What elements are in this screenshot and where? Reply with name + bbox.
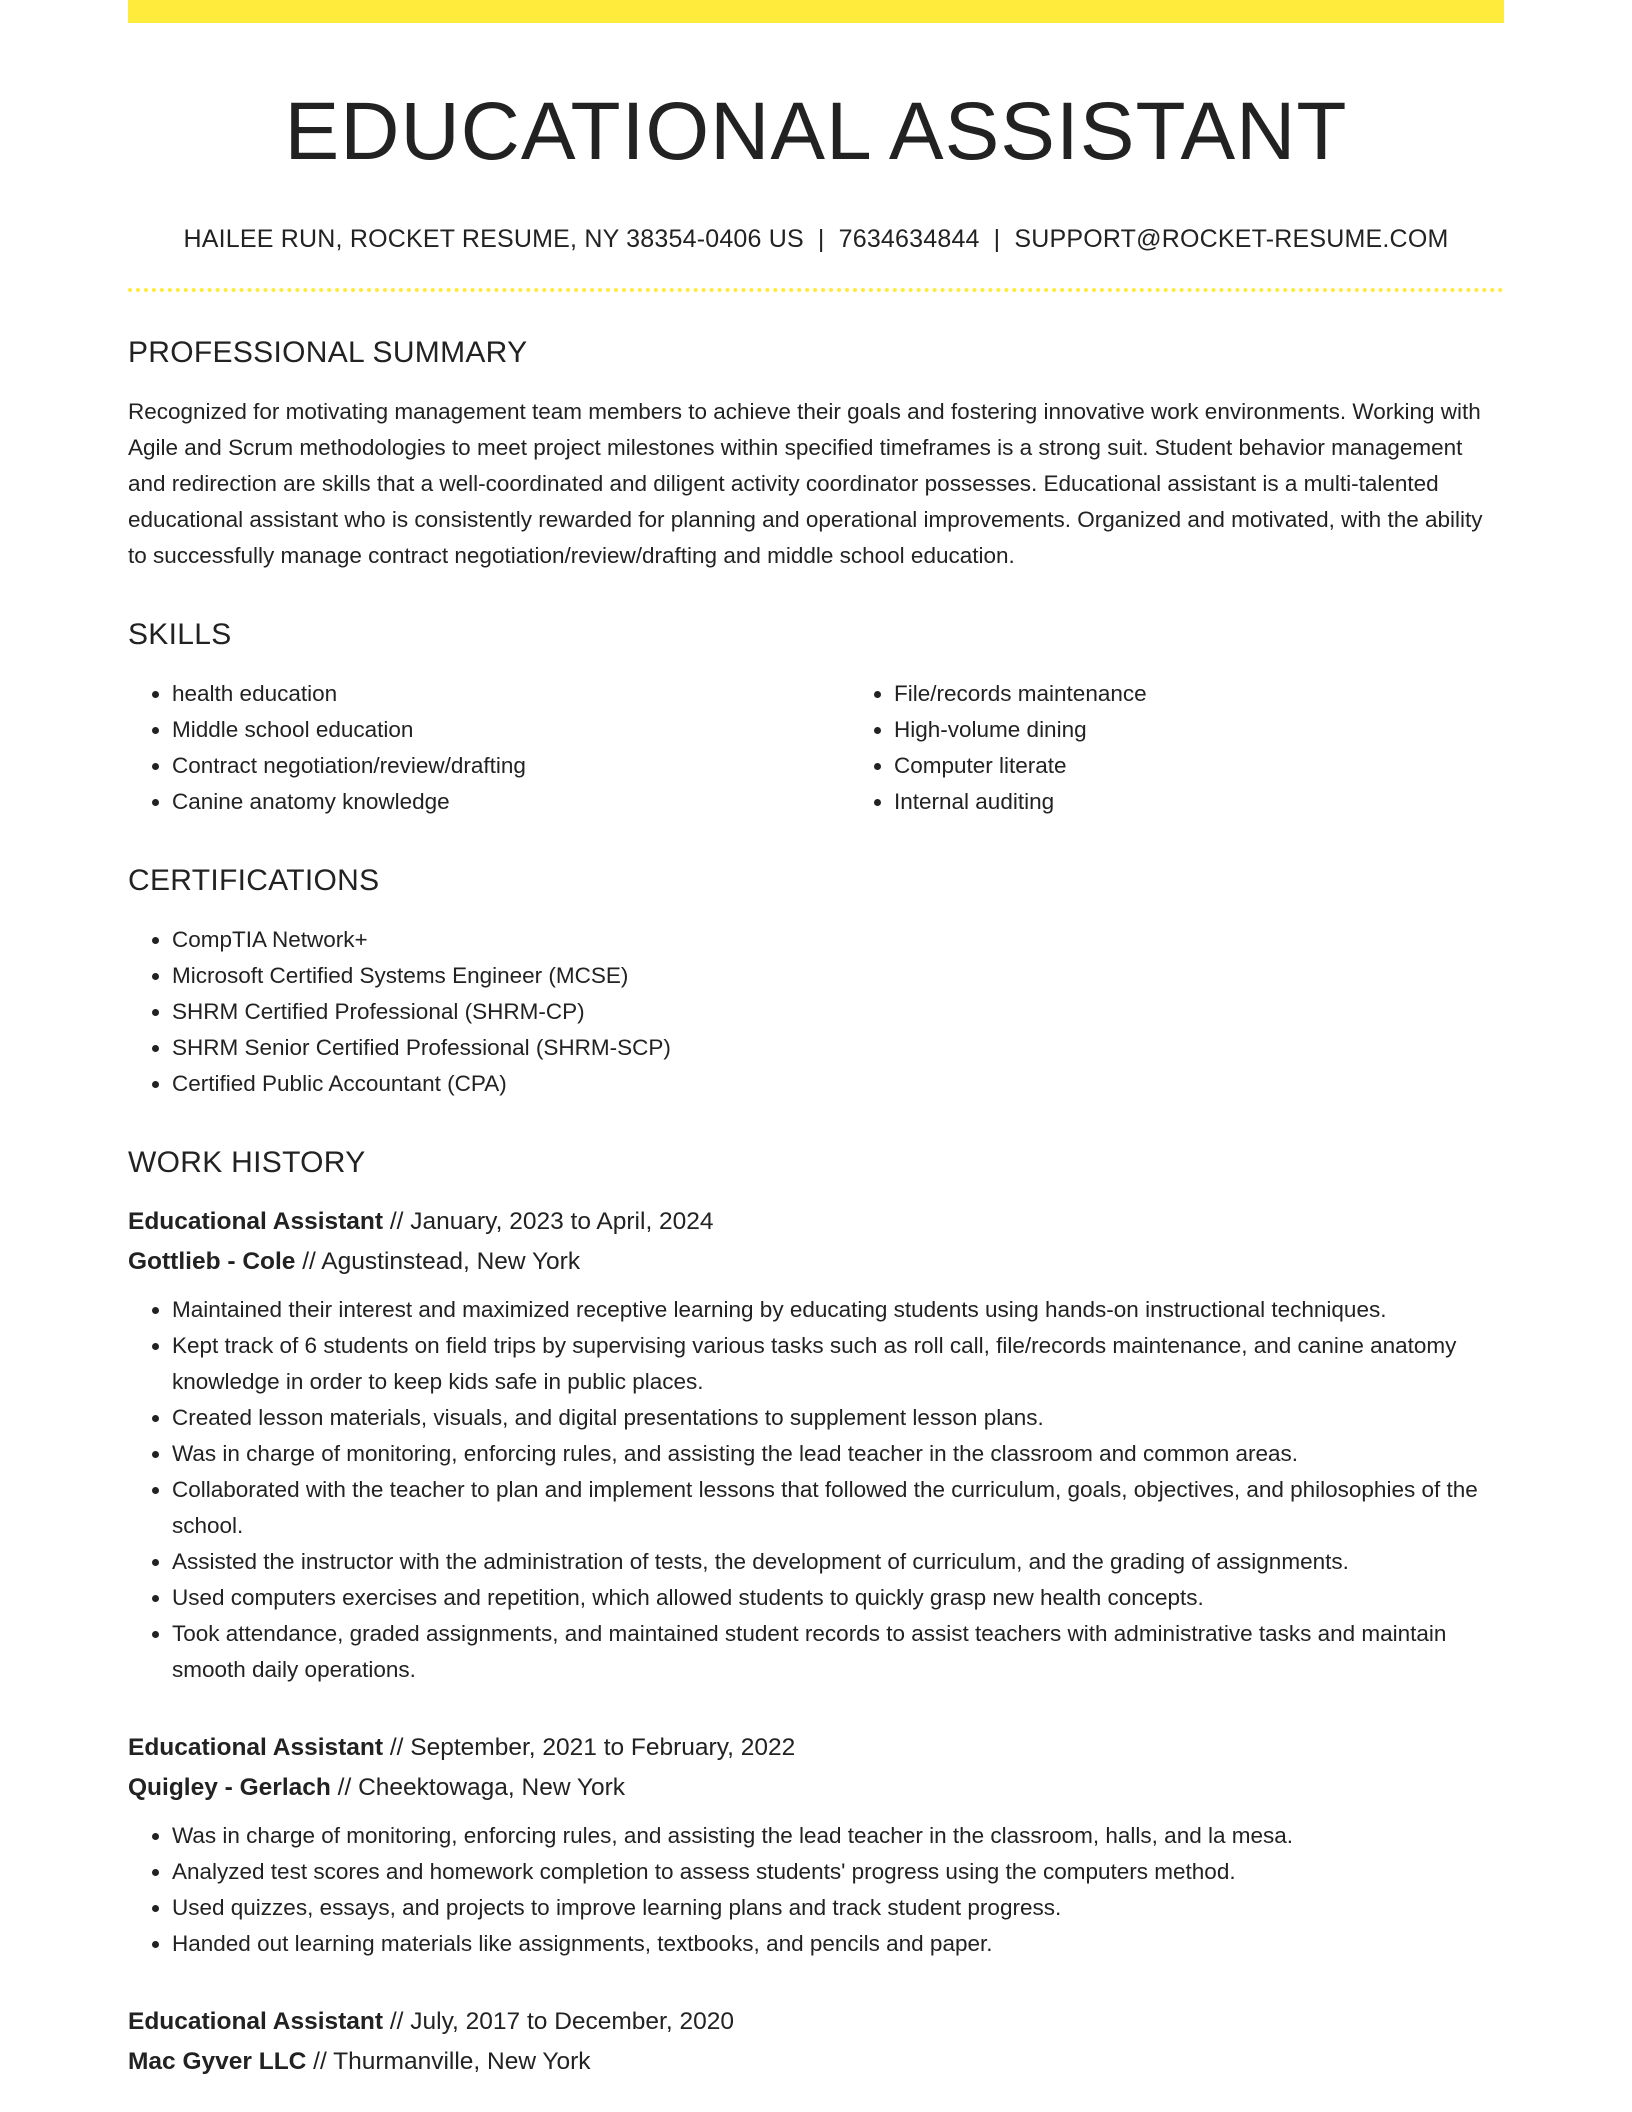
job-title: Educational Assistant: [128, 2008, 384, 2036]
skill-item: • Middle school education: [172, 712, 850, 748]
job-bullet: • Collaborated with the teacher to plan and implement lessons that followed the curriculum, goals, objectives, and philosophies of the school.: [172, 1472, 1504, 1544]
job-bullets: [128, 1292, 1504, 1688]
skills-columns: [128, 676, 1504, 820]
skills-list-right: [850, 676, 1572, 820]
job-entry: [128, 1202, 1504, 1688]
job-company-line: [128, 1768, 1504, 1808]
job-bullet: • Was in charge of monitoring, enforcing rules, and assisting the lead teacher in the classroom and common areas.: [172, 1436, 1504, 1472]
job-bullet: • Analyzed test scores and homework completion to assess students' progress using the computers method.: [172, 1854, 1504, 1890]
skills-list-left: [128, 676, 850, 820]
contact-email[interactable]: SUPPORT@ROCKET-RESUME.COM: [1014, 225, 1449, 254]
section-title-summary: PROFESSIONAL SUMMARY: [128, 336, 528, 370]
job-bullets: [128, 1818, 1504, 1962]
job-title: Educational Assistant: [128, 1208, 384, 1236]
certification-item: • Certified Public Accountant (CPA): [172, 1066, 1504, 1102]
job-company-line: [128, 1242, 1504, 1282]
job-dates: // January, 2023 to April, 2024: [383, 1208, 714, 1236]
section-title-work-history: WORK HISTORY: [128, 1146, 366, 1180]
skill-item: • Contract negotiation/review/drafting: [172, 748, 850, 784]
job-location: // Agustinstead, New York: [295, 1248, 581, 1276]
certification-item: • SHRM Certified Professional (SHRM-CP): [172, 994, 1504, 1030]
job-bullet: • Created lesson materials, visuals, and digital presentations to supplement lesson plans.: [172, 1400, 1504, 1436]
accent-top-bar: [128, 0, 1504, 23]
contact-phone[interactable]: 7634634844: [838, 225, 980, 254]
job-bullet: • Maintained their interest and maximized receptive learning by educating students using hands-on instructional techniques.: [172, 1292, 1504, 1328]
job-company: Mac Gyver LLC: [128, 2048, 307, 2076]
certification-item: • Microsoft Certified Systems Engineer (MCSE): [172, 958, 1504, 994]
job-bullet: • Handed out learning materials like assignments, textbooks, and pencils and paper.: [172, 1926, 1504, 1962]
job-location: // Cheektowaga, New York: [330, 1774, 626, 1802]
skill-item: • Internal auditing: [894, 784, 1572, 820]
job-bullet: • Was in charge of monitoring, enforcing rules, and assisting the lead teacher in the classroom, halls, and la mesa.: [172, 1818, 1504, 1854]
job-bullet: • Took attendance, graded assignments, and maintained student records to assist teachers with administrative tasks and maintain smooth daily operations.: [172, 1616, 1504, 1688]
job-dates: // July, 2017 to December, 2020: [383, 2008, 734, 2036]
job-dates: // September, 2021 to February, 2022: [383, 1734, 796, 1762]
skill-item: • Computer literate: [894, 748, 1572, 784]
skill-item: • File/records maintenance: [894, 676, 1572, 712]
header-divider: [128, 288, 1504, 292]
section-title-certifications: CERTIFICATIONS: [128, 864, 380, 898]
contact-separator: |: [817, 225, 825, 254]
contact-separator: |: [993, 225, 1001, 254]
job-company: Quigley - Gerlach: [128, 1774, 331, 1802]
summary-text: Recognized for motivating management team members to achieve their goals and fostering innovative work environments. Working with Agile and Scrum methodologies to meet project milestones within specified timeframes is a strong suit. Student behavior management and redirection are skills that a well-coordinated and diligent activity coordinator possesses. Educational assistant is a multi-talented educational assistant who is consistently rewarded for planning and operational improvements. Organized and motivated, with the ability to successfully manage contract negotiation/review/drafting and middle school education.: [128, 399, 1483, 569]
job-entry: [128, 2002, 1504, 2082]
job-bullet: • Used quizzes, essays, and projects to improve learning plans and track student progress.: [172, 1890, 1504, 1926]
job-bullet: • Kept track of 6 students on field trips by supervising various tasks such as roll call, file/records maintenance, and canine anatomy knowledge in order to keep kids safe in public places.: [172, 1328, 1504, 1400]
contact-line: [128, 225, 1504, 254]
certification-item: • CompTIA Network+: [172, 922, 1504, 958]
job-bullet: • Used computers exercises and repetition, which allowed students to quickly grasp new health concepts.: [172, 1580, 1504, 1616]
job-entry: [128, 1728, 1504, 1962]
skill-item: • High-volume dining: [894, 712, 1572, 748]
skill-item: • health education: [172, 676, 850, 712]
skill-item: • Canine anatomy knowledge: [172, 784, 850, 820]
certification-item: • SHRM Senior Certified Professional (SHRM-SCP): [172, 1030, 1504, 1066]
job-location: // Thurmanville, New York: [306, 2048, 591, 2076]
certifications-list: [128, 922, 1504, 1102]
resume-content: [128, 23, 1504, 2082]
job-company-line: [128, 2042, 1504, 2082]
job-company: Gottlieb - Cole: [128, 1248, 296, 1276]
job-title-line: [128, 2002, 1504, 2042]
job-title-line: [128, 1202, 1504, 1242]
job-title-line: [128, 1728, 1504, 1768]
job-bullet: • Assisted the instructor with the administration of tests, the development of curriculum, and the grading of assignments.: [172, 1544, 1504, 1580]
contact-address: HAILEE RUN, ROCKET RESUME, NY 38354-0406 US: [183, 225, 804, 254]
job-title: Educational Assistant: [128, 1734, 384, 1762]
resume-title: EDUCATIONAL ASSISTANT: [284, 86, 1348, 177]
section-title-skills: SKILLS: [128, 618, 232, 652]
